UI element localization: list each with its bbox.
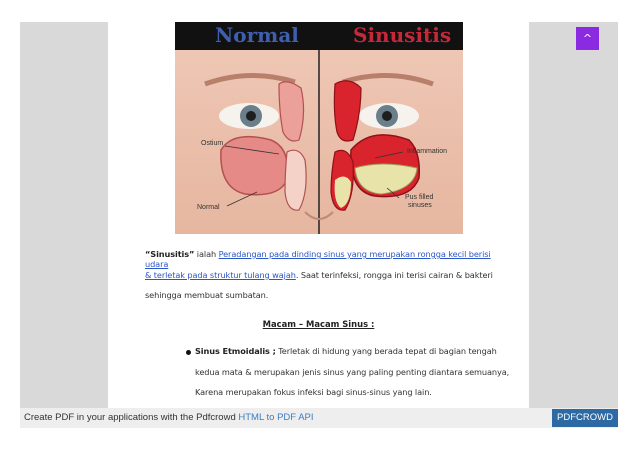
list-item-title: Sinus Etmoidalis ; [195,346,276,356]
left-gutter [20,22,108,408]
list-item-line-3: Karena merupakan fokus infeksi bagi sinus-sinus yang lain. [195,387,432,397]
intro-text-2a: . Saat terinfeksi, rongga ini terisi cairan & bakteri [295,270,493,280]
chevron-up-icon: ^ [582,32,593,45]
sinusitis-illustration [175,22,463,234]
bullet-dot [186,350,191,355]
label-inflammation: Inflammation [407,148,448,155]
intro-line-1 [145,249,493,269]
label-pus-line1: Pus filled [405,194,434,201]
label-ostium: Ostium [201,140,224,147]
footer-caption: Create PDF in your applications with the Pdfcrowd [24,412,239,423]
intro-line-2 [145,270,493,280]
intro-text-1: ialah [194,249,219,259]
right-gutter [529,22,618,408]
intro-line-3: sehingga membuat sumbatan. [145,290,269,300]
list-item-text-1: Terletak di hidung yang berada tepat di bagian tengah [275,346,497,356]
document-page [108,22,529,408]
section-heading: Macam – Macam Sinus : [262,319,375,329]
footer-link[interactable]: HTML to PDF API [238,412,314,423]
intro-link-part-1[interactable]: Peradangan pada dinding sinus yang merupakan rongga kecil berisi udara [145,249,491,269]
scroll-to-top-button[interactable] [576,27,599,50]
list-item-line-2: kedua mata & merupakan jenis sinus yang paling penting diantara semuanya, [195,367,510,377]
pdfcrowd-brand-button[interactable]: PDFCROWD [552,409,618,427]
figure-title-normal: Normal [215,23,299,47]
label-normal: Normal [197,204,220,211]
footer-text [24,412,314,423]
intro-link-part-2[interactable]: & terletak pada struktur tulang wajah [145,270,296,280]
intro-term: “Sinusitis” [145,249,195,259]
label-pus-filled [405,194,433,210]
pdfcrowd-footer [20,408,618,428]
label-pus-line2: sinuses [408,202,432,209]
list-item-line-1 [195,346,497,356]
figure-title-sinusitis: Sinusitis [353,23,452,47]
